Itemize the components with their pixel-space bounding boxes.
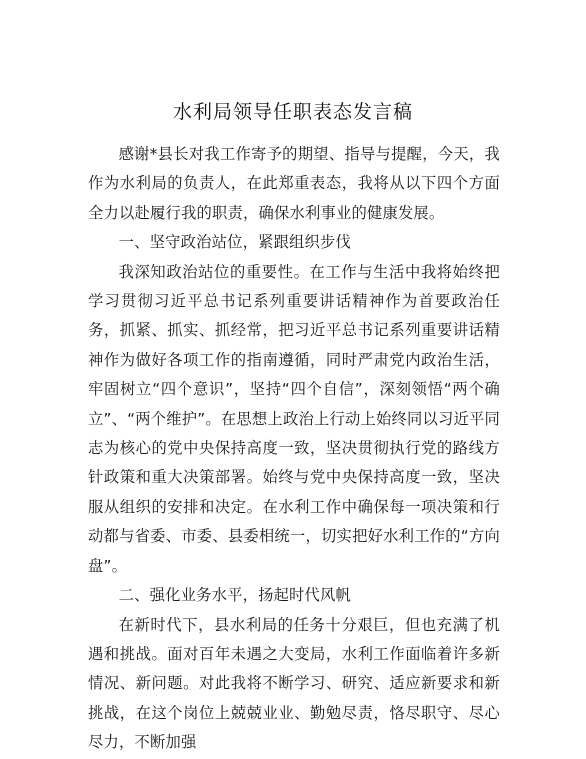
section-heading-2: 二、强化业务水平，扬起时代风帆 [118,586,352,605]
document-title: 水利局领导任职表态发言稿 [172,101,413,123]
section-1-paragraph: 我深知政治站位的重要性。在工作与生活中我将始终把学习贯彻习近平总书记系列重要讲话精神作为首要政治任务，抓紧、抓实、抓经常，把习近平总书记系列重要讲话精神作为做好各项工作的指南遵循，同时严肃党内政治生活，牢固树立“四个意识”，坚持“四个自信”，深刻领悟“两个确立”、“两个维护”。在思想上政治上行动上始终同以习近平同志为核心的党中央保持高度一致，坚决贯彻执行党的路线方针政策和重大决策部署。始终与党中央保持高度一致，坚决服从组织的安排和决定。在水利工作中确保每一项决策和行动都与省委、市委、县委相统一，切实把好水利工作的“方向盘”。 [88,262,500,575]
section-2-paragraph: 在新时代下，县水利局的任务十分艰巨，但也充满了机遇和挑战。面对百年未遇之大变局，水利工作面临着许多新情况、新问题。对此我将不断学习、研究、适应新要求和新挑战，在这个岗位上兢兢业业、勤勉尽责，恪尽职守、尽心尽力，不断加强 [88,615,500,752]
document-body [88,140,500,758]
section-heading-1: 一、坚守政治站位，紧跟组织步伐 [118,233,352,252]
intro-paragraph: 感谢*县长对我工作寄予的期望、指导与提醒，今天，我作为水利局的负责人，在此郑重表态，我将从以下四个方面全力以赴履行我的职责，确保水利事业的健康发展。 [88,145,500,222]
